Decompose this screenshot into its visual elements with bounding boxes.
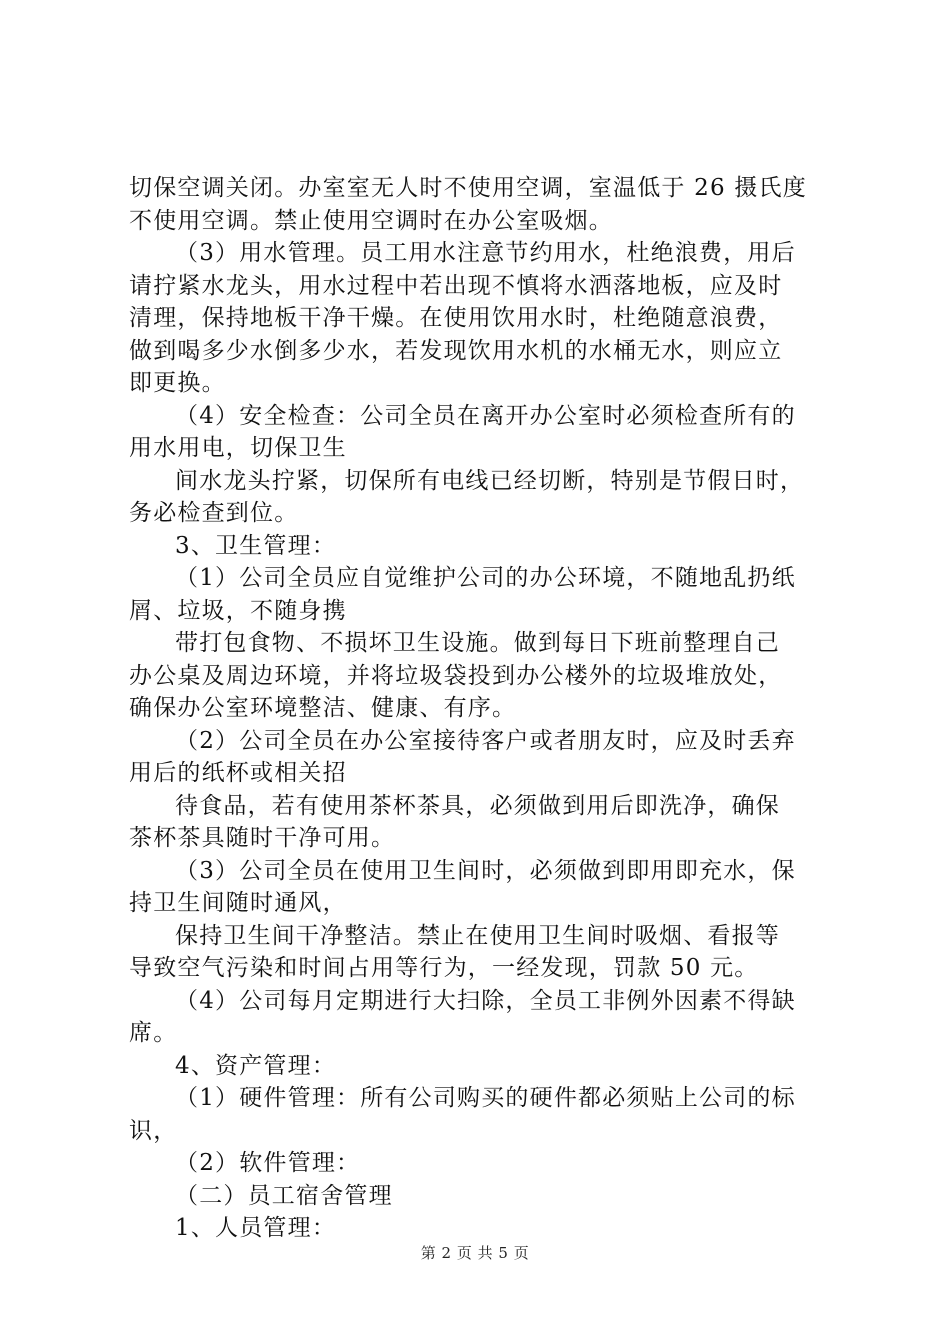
text-line: （3）用水管理。员工用水注意节约用水，杜绝浪费，用后 bbox=[175, 240, 796, 266]
page-footer: 第 2 页 共 5 页 bbox=[420, 1244, 530, 1262]
text-line: 务必检查到位。 bbox=[129, 500, 299, 526]
text-line: 保持卫生间干净整洁。禁止在使用卫生间时吸烟、看报等 bbox=[175, 922, 780, 949]
text-line: 持卫生间随时通风， bbox=[129, 890, 347, 916]
text-line: 屑、垃圾，不随身携 bbox=[129, 597, 347, 624]
text-line: 席。 bbox=[129, 1020, 178, 1046]
text-line: 4、资产管理： bbox=[175, 1052, 337, 1079]
text-line: 切保空调关闭。办室室无人时不使用空调，室温低于 26 摄氏度 bbox=[129, 175, 807, 201]
text-line: 确保办公室环境整洁、健康、有序。 bbox=[129, 695, 517, 721]
text-line: 3、卫生管理： bbox=[175, 532, 337, 559]
text-line: （3）公司全员在使用卫生间时，必须做到即用即充水，保 bbox=[175, 857, 796, 884]
text-line: （4）安全检查：公司全员在离开办公室时必须检查所有的 bbox=[175, 402, 796, 429]
text-line: （二）员工宿舍管理 bbox=[175, 1182, 393, 1209]
text-line: 即更换。 bbox=[129, 370, 226, 396]
text-line: 待食品，若有使用茶杯茶具，必须做到用后即洗净，确保 bbox=[175, 792, 780, 819]
text-line: 清理，保持地板干净干燥。在使用饮用水时，杜绝随意浪费， bbox=[129, 305, 783, 331]
text-line: 1、人员管理： bbox=[175, 1215, 337, 1241]
text-line: 办公桌及周边环境，并将垃圾袋投到办公楼外的垃圾堆放处， bbox=[129, 662, 783, 689]
text-line: 茶杯茶具随时干净可用。 bbox=[129, 825, 396, 851]
text-line: 做到喝多少水倒多少水，若发现饮用水机的水桶无水，则应立 bbox=[129, 337, 783, 364]
text-line: 不使用空调。禁止使用空调时在办公室吸烟。 bbox=[129, 207, 613, 234]
text-line: 导致空气污染和时间占用等行为，一经发现，罚款 50 元。 bbox=[129, 955, 759, 981]
text-line: （1）公司全员应自觉维护公司的办公环境，不随地乱扔纸 bbox=[175, 565, 796, 591]
text-line: （2）公司全员在办公室接待客户或者朋友时，应及时丢弃 bbox=[175, 727, 796, 754]
text-line: 间水龙头拧紧，切保所有电线已经切断，特别是节假日时， bbox=[175, 467, 805, 494]
text-line: 用水用电，切保卫生 bbox=[129, 435, 347, 461]
text-line: 请拧紧水龙头，用水过程中若出现不慎将水洒落地板，应及时 bbox=[129, 272, 783, 299]
text-line: 用后的纸杯或相关招 bbox=[129, 760, 347, 786]
text-line: 带打包食物、不损坏卫生设施。做到每日下班前整理自己 bbox=[175, 630, 780, 656]
text-line: 识， bbox=[129, 1117, 178, 1144]
text-line: （2）软件管理： bbox=[175, 1150, 361, 1176]
text-line: （1）硬件管理：所有公司购买的硬件都必须贴上公司的标 bbox=[175, 1085, 796, 1111]
document-body bbox=[129, 172, 834, 1245]
text-line: （4）公司每月定期进行大扫除，全员工非例外因素不得缺 bbox=[175, 987, 796, 1014]
